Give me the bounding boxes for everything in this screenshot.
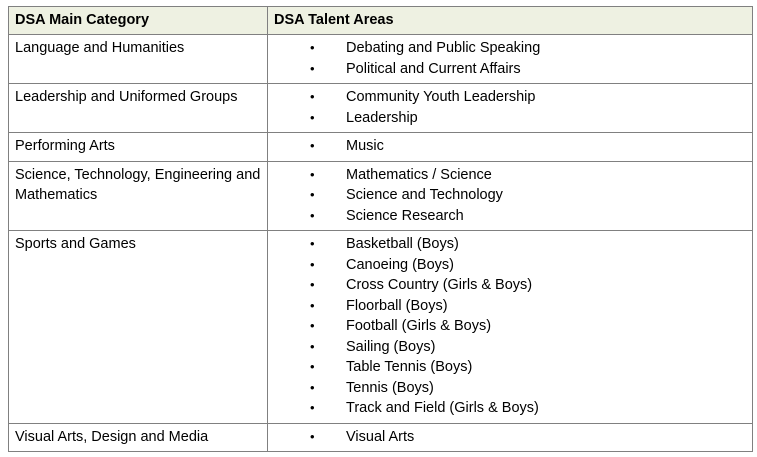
- table-row: [9, 231, 753, 424]
- list-item: • Mathematics / Science: [274, 165, 748, 186]
- talent-list: [274, 136, 748, 157]
- list-item: • Science and Technology: [274, 185, 748, 206]
- talents-cell: [268, 161, 753, 231]
- talent-list: [274, 165, 748, 227]
- table-row: [9, 133, 753, 162]
- category-cell: Leadership and Uniformed Groups: [9, 84, 268, 133]
- table-row: [9, 84, 753, 133]
- talent-list: [274, 38, 748, 79]
- talent-list: [274, 234, 748, 419]
- table-header-row: [9, 7, 753, 35]
- column-header-talents: DSA Talent Areas: [268, 7, 753, 35]
- category-cell: Sports and Games: [9, 231, 268, 424]
- list-item: • Debating and Public Speaking: [274, 38, 748, 59]
- talents-cell: [268, 35, 753, 84]
- list-item: • Tennis (Boys): [274, 378, 748, 399]
- category-cell: Visual Arts, Design and Media: [9, 423, 268, 452]
- talent-list: [274, 87, 748, 128]
- list-item: • Table Tennis (Boys): [274, 357, 748, 378]
- category-cell: Language and Humanities: [9, 35, 268, 84]
- talents-cell: [268, 84, 753, 133]
- list-item: • Football (Girls & Boys): [274, 316, 748, 337]
- list-item: • Leadership: [274, 108, 748, 129]
- talents-cell: [268, 231, 753, 424]
- list-item: • Music: [274, 136, 748, 157]
- talents-cell: [268, 133, 753, 162]
- list-item: • Sailing (Boys): [274, 337, 748, 358]
- category-cell: Science, Technology, Engineering and Mathematics: [9, 161, 268, 231]
- table-row: [9, 35, 753, 84]
- table-row: [9, 161, 753, 231]
- list-item: • Community Youth Leadership: [274, 87, 748, 108]
- table-body: [9, 35, 753, 452]
- list-item: • Basketball (Boys): [274, 234, 748, 255]
- category-cell: Performing Arts: [9, 133, 268, 162]
- list-item: • Canoeing (Boys): [274, 255, 748, 276]
- talents-cell: [268, 423, 753, 452]
- list-item: • Science Research: [274, 206, 748, 227]
- list-item: • Visual Arts: [274, 427, 748, 448]
- list-item: • Track and Field (Girls & Boys): [274, 398, 748, 419]
- list-item: • Floorball (Boys): [274, 296, 748, 317]
- dsa-table: [8, 6, 753, 452]
- list-item: • Political and Current Affairs: [274, 59, 748, 80]
- talent-list: [274, 427, 748, 448]
- table-row: [9, 423, 753, 452]
- column-header-category: DSA Main Category: [9, 7, 268, 35]
- list-item: • Cross Country (Girls & Boys): [274, 275, 748, 296]
- table-header: [9, 7, 753, 35]
